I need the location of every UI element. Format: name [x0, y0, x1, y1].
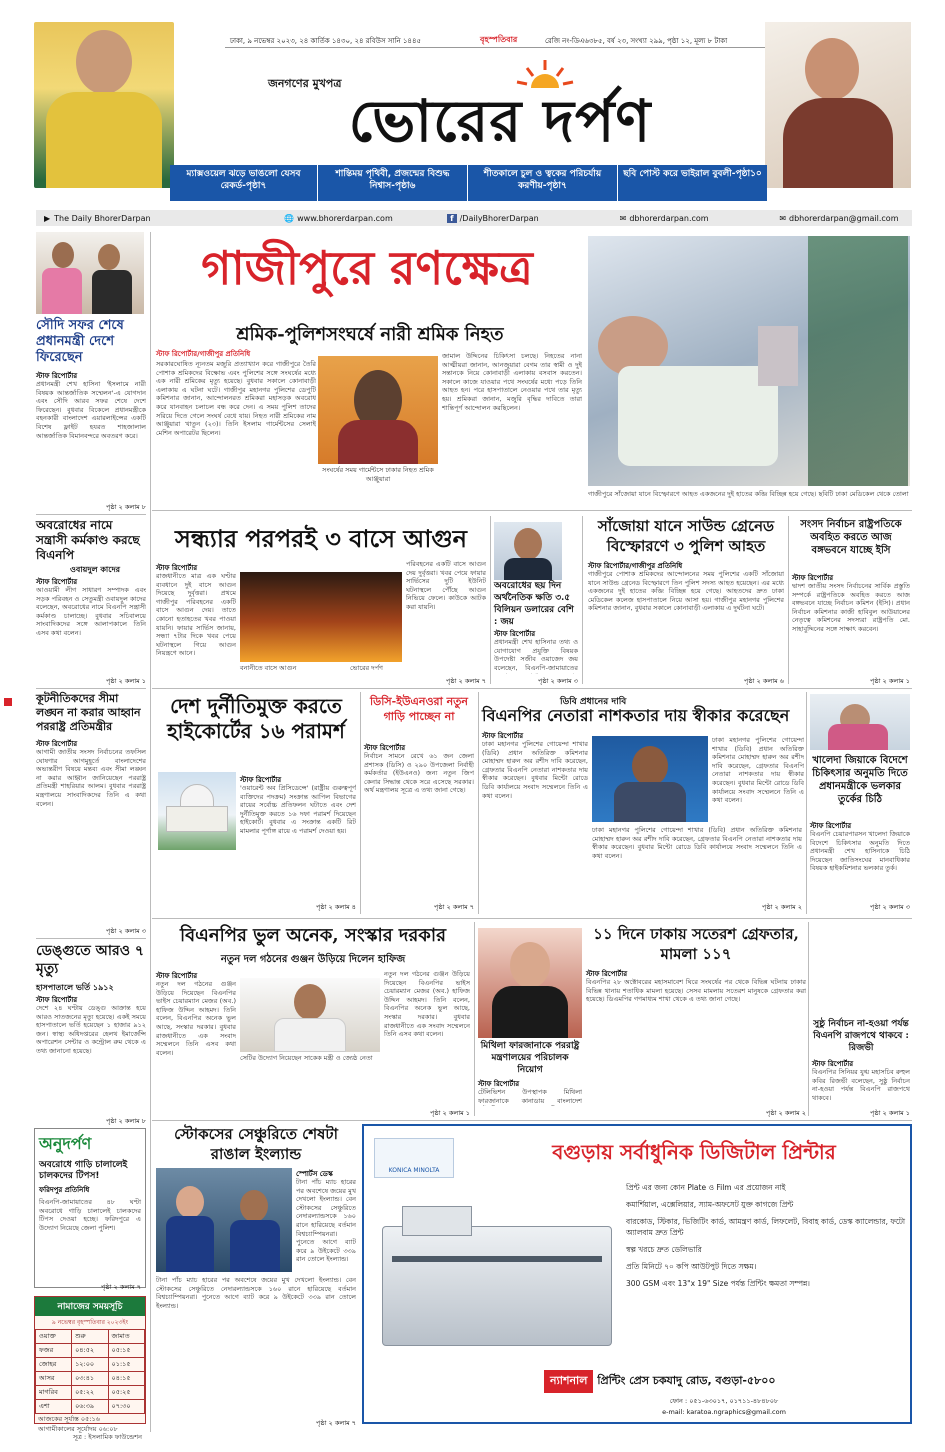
dengue-continued: পৃষ্ঠা ২ কলাম ৮	[105, 1117, 146, 1125]
sunset-time: আজকের সূর্যাস্ত ০৫:১৬	[38, 1415, 100, 1423]
mithila-photo	[478, 928, 582, 1038]
masthead-right-photo	[765, 22, 911, 188]
mail-link-1[interactable]: dbhorerdarpan.com	[629, 213, 709, 223]
fair-continued: পৃষ্ঠা ২ কলাম ১	[869, 1109, 910, 1117]
bus-body: রাজধানীতে মাত্র এক ঘণ্টার ব্যবধানে দুই বাসে আগুন দিয়েছে দুর্বৃত্তরা। প্রথমে গাজীপুর পরিবহনের একটি বাসে আগুন দেয়। তাতে কোনো হতাহতের খবর পাওয়া যায়নি। ফায়ার সার্ভিস জানায়, সন্ধ্যা ৭টার দিকে খবর পেয়ে ঘটনাস্থলে গিয়ে আগুন নিয়ন্ত্রণে আনে।	[156, 572, 236, 658]
prayer-header: শুরু	[72, 1330, 108, 1344]
ad-footer	[544, 1370, 904, 1392]
mithila-byline: স্টাফ রিপোর্টার	[478, 1080, 520, 1088]
saudi-headline[interactable]: সৌদি সফর শেষে প্রধানমন্ত্রী দেশে ফিরেছেন	[36, 318, 124, 365]
prayer-cell: ০৩:৪১	[72, 1372, 108, 1386]
prayer-cell: এশা	[36, 1400, 72, 1414]
anudarpan-byline: ফরিদপুর প্রতিনিধি	[39, 1186, 90, 1194]
prayer-cell: ১২:০০	[72, 1358, 108, 1372]
saudi-photo	[36, 232, 144, 314]
fair-headline[interactable]: সুষ্ঠু নির্বাচন না-হওয়া পর্যন্ত বিএনপি রাজপথে থাকবে : রিজভী	[813, 1019, 909, 1053]
saudi-byline: স্টাফ রিপোর্টার	[36, 372, 78, 380]
saudi-body: প্রধানমন্ত্রী শেখ হাসিনা 'ইসলামে নারী বিষয়ক আন্তর্জাতিক সম্মেলন'-এ যোগদান এবং সৌদি আরব সফর শেষে দেশে ফিরেছেন। বুধবার বিকেলে প্রধানমন্ত্রীকে বহনকারী বাংলাদেশ এয়ারলাইন্সের একটি বিশেষ ফ্লাইট হযরত শাহজালাল আন্তর্জাতিক বিমানবন্দরে অবতরণ করে।	[36, 380, 146, 440]
teaser-strip	[170, 165, 767, 201]
hafiz-photo-caption: সেটির উদ্যোগ নিয়েছেন সাকেক মন্ত্রী ও জ্যেষ্ঠ নেতা	[240, 1054, 373, 1062]
prayer-header: ওয়াক্ত	[36, 1330, 72, 1344]
prayer-table	[35, 1329, 145, 1414]
bus-byline: স্টাফ রিপোর্টার	[156, 564, 198, 572]
registration-line: রেজি নং-ডিএ৬৩৮৫, বর্ষ ২৩, সংখ্যা ২৯৯, পৃষ্ঠা ১২, মূল্য ৮ টাকা	[545, 37, 728, 45]
khaleda-byline: স্টাফ রিপোর্টার	[810, 822, 852, 830]
brand-label: The Daily BhorerDarpan	[54, 213, 151, 223]
dc-continued: পৃষ্ঠা ২ কলাম ৭	[433, 903, 474, 911]
tagline: জনগণের মুখপত্র	[268, 77, 342, 90]
ec-headline[interactable]: সংসদ নির্বাচন রাষ্ট্রপতিকে অবহিত করতে আজ বঙ্গভবনে যাচ্ছে ইসি	[800, 519, 902, 556]
bnp-continued: পৃষ্ঠা ২ কলাম ১	[429, 1109, 470, 1117]
website-link[interactable]: www.bhorerdarpan.com	[297, 213, 393, 223]
prayer-cell: ০৭:৩০	[108, 1400, 144, 1414]
awami-subhead: ওবায়দুল কাদের	[70, 565, 121, 574]
email-icon: ✉	[779, 213, 787, 223]
ad-title: বগুড়ায় সর্বাধুনিক ডিজিটাল প্রিন্টার	[552, 1140, 836, 1164]
sunrise-time: আগামীকালের সূর্যোদয় ০৬:০৮	[38, 1424, 118, 1433]
cricket-headline[interactable]: স্টোকসের সেঞ্চুরিতে শেষটা রাঙাল ইংল্যান্ড	[174, 1125, 338, 1163]
arrest-headline[interactable]: ১১ দিনে ঢাকায় সতেরশ গ্রেফতার, মামলা ১১৭	[593, 925, 799, 963]
anudarpan-title: অনুদর্পণ	[39, 1134, 92, 1153]
lead-body-2: জামাল উদ্দিনের চিকিৎসা চলছে। নিহতের নানা আত্মীয়রা জানান, আনজুয়ারা বেগম তার স্বামী ও দুই সন্তানকে নিয়ে কোনাবাড়ী এলাকায় বসবাস করতেন। সকালে কাজে যাওয়ার পথে সংঘর্ষের মধ্যে পড়ে তিনি আহত হন। পরে হাসপাতালে নেওয়ার পথে তার মৃত্যু হয়। শ্রমিকরা জানান, মজুরি বৃদ্ধির দাবিতে তারা শান্তিপূর্ণ আন্দোলন করছিলেন।	[442, 352, 582, 412]
khaleda-photo	[810, 694, 910, 750]
prayer-title: নামাজের সময়সূচি	[35, 1297, 145, 1316]
newspaper-name: ভোরের দর্পণ	[348, 87, 652, 155]
injured-photo-caption: গাজীপুরে সাঁজোয়া যানে বিস্ফোরণে আহত একজনের দুই হাতের কব্জি বিচ্ছিন্ন হয়ে গেছে। ছবিটি ঢাকা মেডিকেল থেকে তোলা	[588, 490, 909, 498]
prayer-cell: ০৪:৫২	[72, 1344, 108, 1358]
economy-headline[interactable]: অবরোধের ছয় দিন অর্থনৈতিক ক্ষতি ৩.৫ বিলিয়ন ডলারের বেশি : জয়	[494, 581, 574, 627]
bnp-headline[interactable]: বিএনপির ভুল অনেক, সংস্কার দরকার	[180, 925, 446, 946]
bus-fire-photo	[240, 572, 402, 662]
lead-subhead: শ্রমিক-পুলিশসংঘর্ষে নারী শ্রমিক নিহত	[236, 324, 504, 345]
ad-bullets	[626, 1182, 906, 1295]
ec-byline: স্টাফ রিপোর্টার	[792, 574, 834, 582]
globe-icon: 🌐	[284, 213, 295, 223]
bus-headline[interactable]: সন্ধ্যার পরপরই ৩ বাসে আগুন	[175, 524, 467, 553]
prayer-cell: মাগরিব	[36, 1386, 72, 1400]
diplomat-continued: পৃষ্ঠা ২ কলাম ৩	[105, 927, 146, 935]
bus-fire-credit: ভোরের দর্পণ	[350, 664, 383, 672]
cricket-body: টানা পাঁচ ম্যাচ হারের পর অবশেষে জয়ের মুখ দেখলো ইংল্যান্ড। বেন স্টোকসের সেঞ্চুরিতে নেদারল্যান্ডসকে ১৬০ রানে হারিয়েছে বর্তমান বিশ্বচ্যাম্পিয়নরা। পুনেতে আগে ব্যাট করে ৯ উইকেটে ৩৩৯ রান তোলে ইংল্যান্ড।	[296, 1178, 356, 1264]
ad-bullet: বারকোড, স্টিকার, ভিজিটিং কার্ড, আমন্ত্রণ কার্ড, লিফলেট, বিবাহ কার্ড, ডেস্ক ক্যালেন্ডার, ফটো অ্যালবাম দ্রুত প্রিন্ট	[626, 1217, 906, 1237]
printer-ad[interactable]	[362, 1124, 912, 1424]
facebook-link[interactable]: /DailyBhorerDarpan	[459, 213, 539, 223]
dengue-body: দেশে ২৪ ঘণ্টায় ডেঙ্গু আক্রান্ত হয়ে আরও সাতজনের মৃত্যু হয়েছে। একই সময়ে হাসপাতালে ভর্তি হয়েছেন ১ হাজার ৯১২ জন। স্বাস্থ্য অধিদপ্তরের হেলথ ইমার্জেন্সি অপারেশন সেন্টার ও কন্ট্রোল রুম থেকে এ তথ্য জানানো হয়েছে।	[36, 1004, 146, 1055]
prayer-cell: ০৫:২৫	[108, 1386, 144, 1400]
bus-body-2: পরিবহনের একটি বাসে আগুন দেয় দুর্বৃত্তরা। খবর পেয়ে ফায়ার সার্ভিসের দুটি ইউনিট ঘটনাস্থলে পৌঁছে আগুন নিভিয়ে ফেলে। কাউকে আটক করা যায়নি।	[406, 560, 486, 611]
joy-photo	[494, 522, 562, 580]
dateline: ঢাকা, ৯ নভেম্বর ২০২৩, ২৪ কার্তিক ১৪৩০, ২৪ রবিউস সানি ১৪৪৫	[230, 37, 422, 45]
economy-continued: পৃষ্ঠা ২ কলাম ৩	[537, 677, 578, 685]
db-kicker: ডিবি প্রধানের দাবি	[560, 697, 627, 707]
konica-logo: KONICA MINOLTA	[374, 1138, 454, 1178]
db-body-3: ঢাকা মহানগর পুলিশের গোয়েন্দা শাখার (ডিবি) প্রধান অতিরিক্ত কমিশনার মোহাম্মদ হারুন অর রশীদ দাবি করেছেন, গ্রেফতার বিএনপি নেতারা নাশকতার দায় স্বীকার করেছেন। বুধবার মিন্টো রোডে ডিবি কার্যালয়ে সংবাদ সম্মেলনে তিনি এ কথা বলেন।	[712, 736, 804, 805]
bnp-body-2: নতুন দল গঠনের গুঞ্জন উড়িয়ে দিয়েছেন বিএনপির ভাইস চেয়ারম্যান মেজর (অব.) হাফিজ উদ্দিন আহমদ। তিনি বলেন, বিএনপির অনেক ভুল আছে, সংস্কার দরকার। বুধবার রাজধানীতে এক সংবাদ সম্মেলনে তিনি এসব কথা বলেন।	[384, 970, 470, 1039]
masthead-left-photo	[34, 22, 174, 188]
ad-bullet: কমার্শিয়াল, এক্সেলিয়ার, স্যাম-অফসেট যুক্ত কাগজে প্রিন্ট	[626, 1200, 794, 1209]
prayer-cell: ০৬:৩৯	[72, 1400, 108, 1414]
khaleda-continued: পৃষ্ঠা ২ কলাম ৩	[869, 903, 910, 911]
db-body: ঢাকা মহানগর পুলিশের গোয়েন্দা শাখার (ডিবি) প্রধান অতিরিক্ত কমিশনার মোহাম্মদ হারুন অর রশীদ দাবি করেছেন, গ্রেফতার বিএনপি নেতারা নাশকতার দায় স্বীকার করেছেন। বুধবার মিন্টো রোডে ডিবি কার্যালয়ে সংবাদ সম্মেলনে তিনি এ কথা বলেন।	[482, 740, 588, 800]
dc-body: নির্বাচন সামনে রেখে ৬১ জন জেলা প্রশাসক (ডিসি) ও ২৯০ উপজেলা নির্বাহী কর্মকর্তার (ইউএনও) জন্য নতুন জিপ কেনার সিদ্ধান্ত থেকে সরে এসেছে সরকার। অর্থ মন্ত্রণালয় সূত্রে এ তথ্য জানা গেছে।	[364, 752, 474, 795]
db-body-2: ঢাকা মহানগর পুলিশের গোয়েন্দা শাখার (ডিবি) প্রধান অতিরিক্ত কমিশনার মোহাম্মদ হারুন অর রশীদ দাবি করেছেন, গ্রেফতার বিএনপি নেতারা নাশকতার দায় স্বীকার করেছেন। বুধবার মিন্টো রোডে ডিবি কার্যালয়ে সংবাদ সম্মেলনে তিনি এ কথা বলেন।	[592, 826, 802, 860]
lead-headline[interactable]: গাজীপুরে রণক্ষেত্র	[201, 241, 533, 295]
fair-byline: স্টাফ রিপোর্টার	[812, 1060, 854, 1068]
mithila-caption[interactable]: মিথিলা ফারজানাকে পররাষ্ট্র মন্ত্রণালয়ের পরিচালক নিয়োগ	[480, 1041, 580, 1075]
stokes-photo	[156, 1168, 292, 1272]
victim-photo	[318, 356, 438, 464]
bnp-subhead: নতুন দল গঠনের গুঞ্জন উড়িয়ে দিলেন হাফিজ	[220, 954, 406, 965]
khaleda-headline[interactable]: খালেদা জিয়াকে বিদেশে চিকিৎসার অনুমতি দিতে প্রধানমন্ত্রীকে ভলকার তুর্কের চিঠি	[812, 755, 908, 805]
play-icon: ▶	[44, 213, 51, 223]
hafiz-photo	[240, 978, 380, 1052]
economy-byline: স্টাফ রিপোর্টার	[494, 630, 536, 638]
arrest-continued: পৃষ্ঠা ২ কলাম ২	[765, 1109, 806, 1117]
prayer-cell: ০৫:২২	[72, 1386, 108, 1400]
hc-headline[interactable]: দেশ দুর্নীতিমুক্ত করতে হাইকোর্টের ১৬ পরামর্শ	[167, 694, 345, 743]
anudarpan-body: বিএনপি-জামায়াতের ৪৮ ঘণ্টা অবরোধে গাড়ি চালালেই চালকদের টিপস দেওয়া হচ্ছে। ফরিদপুরে এ উদ্যোগ নিয়েছে জেলা পুলিশ।	[39, 1198, 141, 1232]
margin-marker	[4, 698, 12, 706]
sun-logo-icon	[515, 58, 575, 88]
arrest-body: বিএনপির ২৮ অক্টোবরের মহাসমাবেশ ঘিরে সংঘর্ষের পর থেকে বিভিন্ন ঘটনায় ঢাকার বিভিন্ন থানায় শতাধিক মামলা হয়েছে। সেসব মামলায় সতেরশ মানুষকে গ্রেফতার করা হয়েছে। ডিএমপির গণমাধ্যম শাখা থেকে এ তথ্য জানা গেছে।	[586, 978, 806, 1004]
prayer-date: ৯ নভেম্বর বৃহস্পতিবার ২০২৩ইং	[51, 1319, 129, 1326]
ad-bullet: 300 GSM এবং 13"x 19" Size পর্যন্ত প্রিন্টিং ক্ষমতা সম্পন্ন।	[626, 1279, 810, 1288]
teaser-2[interactable]: শান্তিময় পৃথিবী, প্রজন্মের বিশুদ্ধ নিশ্বাস-পৃষ্ঠা৬	[318, 165, 468, 201]
khaleda-body: বিএনপি চেয়ারপারসন খালেদা জিয়াকে বিদেশে চিকিৎসার অনুমতি দিতে প্রধানমন্ত্রী শেখ হাসিনাকে চিঠি দিয়েছেন জাতিসংঘের মানবাধিকার বিষয়ক হাইকমিশনার ভলকার তুর্ক।	[810, 830, 910, 873]
contact-bar	[36, 210, 912, 226]
diplomat-body: আগামী জাতীয় সংসদ নির্বাচনের তফসিল ঘোষণার আগমুহূর্তে বাংলাদেশের অভ্যন্তরীণ বিষয়ে মন্তব্য এবং সীমা লঙ্ঘন না করার আহ্বান জানিয়েছেন পররাষ্ট্র প্রতিমন্ত্রী শাহরিয়ার আলম। বুধবার পররাষ্ট্র মন্ত্রণালয়ে সাংবাদিকদের তিনি এ কথা বলেন।	[36, 748, 146, 808]
high-court-photo	[158, 772, 236, 850]
press-name: ন্যাশনাল	[544, 1370, 593, 1393]
db-headline[interactable]: বিএনপির নেতারা নাশকতার দায় স্বীকার করেছেন	[482, 706, 790, 725]
mail-link-2[interactable]: dbhorerdarpan@gmail.com	[789, 213, 899, 223]
cricket-byline: স্পোর্টস ডেস্ক	[296, 1170, 333, 1178]
ec-continued: পৃষ্ঠা ২ কলাম ১	[869, 677, 910, 685]
lead-body: সরকারঘোষিত ন্যূনতম মজুরি প্রত্যাখ্যান করে গাজীপুরে তৈরি পোশাক শ্রমিকদের বিক্ষোভ এবং পুলিশের সঙ্গে সংঘর্ষের মধ্যে এক নারী শ্রমিকের মৃত্যু হয়েছে। বুধবার সকালে কোনাবাড়ী এলাকায় এ ঘটনা ঘটে। গাজীপুর মহানগর পুলিশের ডেপুটি কমিশনার জানান, আন্দোলনরত শ্রমিকরা মহাসড়ক অবরোধ করে যানবাহন চলাচল বন্ধ করে দেন। এ সময় পুলিশ তাদের সরিয়ে দিতে গেলে সংঘর্ষ বেধে যায়। নিহত নারী শ্রমিকের নাম আঞ্জুয়ারা খাতুন (২৩)। তিনি ইসলাম গার্মেন্টসের সেলাই মেশিন অপারেটর ছিলেন।	[156, 360, 316, 437]
dengue-byline: স্টাফ রিপোর্টার	[36, 996, 78, 1004]
fair-body: বিএনপির সিনিয়র যুগ্ম মহাসচিব রুহুল কবির রিজভী বলেছেন, সুষ্ঠু নির্বাচন না-হওয়া পর্যন্ত বিএনপি রাজপথে থাকবে।	[812, 1068, 910, 1102]
injured-police-photo	[588, 236, 910, 486]
ad-bullet: স্বল্প খরচে দ্রুত ডেলিভারি	[626, 1245, 702, 1254]
anudarpan-box	[34, 1128, 146, 1291]
prayer-cell: ০৪:১৫	[108, 1372, 144, 1386]
db-continued: পৃষ্ঠা ২ কলাম ২	[761, 903, 802, 911]
hc-byline: স্টাফ রিপোর্টার	[240, 776, 282, 784]
db-byline: স্টাফ রিপোর্টার	[482, 732, 524, 740]
anudarpan-headline[interactable]: অবরোধে গাড়ি চালালেই চালকদের টিপস!	[39, 1160, 128, 1181]
bus-fire-caption: বনানীতে বাসে আগুন	[240, 664, 297, 672]
hc-body: 'ওয়ারেন্ট অব প্রিসিডেন্সে' (রাষ্ট্রীয় গুরুত্বপূর্ণ ব্যক্তিদের পদক্রম) সংক্রান্ত আপিল বিভাগের রায়ের সর্বোচ্চ প্রতিফলন ঘটাতে এবং দেশ দুর্নীতিমুক্ত করতে ১৬ দফা পরামর্শ দিয়েছেন হাইকোর্ট। বুধবার এ সংক্রান্ত একটি রিট মামলার পূর্ণাঙ্গ রায়ে এ পরামর্শ দেওয়া হয়।	[240, 784, 356, 835]
weekday-badge: বৃহস্পতিবার	[480, 35, 518, 44]
press-rest: প্রিন্টিং প্রেস চকযাদু রোড, বগুড়া-৫৮০০	[597, 1373, 776, 1387]
prayer-source: সূত্র : ইসলামিক ফাউন্ডেশন	[72, 1433, 142, 1441]
anudarpan-continued: পৃষ্ঠা ২ কলাম ৭	[100, 1283, 141, 1291]
masthead	[0, 0, 945, 210]
lead-byline: স্টাফ রিপোর্টার/গাজীপুর প্রতিনিধি	[156, 350, 251, 358]
grenade-byline: স্টাফ রিপোর্টার/গাজীপুর প্রতিনিধি	[588, 562, 683, 570]
ad-email: e-mail: karatoa.ngraphics@gmail.com	[662, 1408, 786, 1416]
prayer-header: জামাত	[108, 1330, 144, 1344]
victim-photo-caption: সংঘর্ষের সময় গার্মেন্টসে ঢাকার নিহত শ্রমিক আঞ্জুয়ারা	[322, 466, 434, 483]
diplomat-byline: স্টাফ রিপোর্টার	[36, 740, 78, 748]
diplomat-headline[interactable]: কূটনীতিকদের সীমা লঙ্ঘন না করার আহ্বান পররাষ্ট্র প্রতিমন্ত্রীর	[36, 692, 141, 733]
awami-headline[interactable]: অবরোধের নামে সন্ত্রাসী কর্মকাণ্ড করছে বিএনপি	[36, 518, 140, 562]
awami-body: আওয়ামী লীগ সাধারণ সম্পাদক এবং সড়ক পরিবহন ও সেতুমন্ত্রী ওবায়দুল কাদের বলেছেন, অবরোধের নামে বিএনপি সন্ত্রাসী কর্মকাণ্ড চালাচ্ছে। বুধবার সচিবালয়ে সাংবাদিকদের সঙ্গে আলাপকালে তিনি এসব কথা বলেন।	[36, 586, 146, 637]
harun-photo	[592, 736, 708, 822]
mail-icon: ✉	[619, 213, 627, 223]
dengue-headline[interactable]: ডেঙ্গুতে আরও ৭ মৃত্যু	[36, 943, 144, 977]
prayer-cell: জোহর	[36, 1358, 72, 1372]
prayer-cell: আসর	[36, 1372, 72, 1386]
ad-phone: ফোন : ০৫১-৬৩০১৭, ০১৭১১-৪৮৪৮০৮	[669, 1397, 779, 1405]
grenade-body: গাজীপুরে পোশাক শ্রমিকদের আন্দোলনের সময় পুলিশের একটি সাঁজোয়া যানে সাউন্ড গ্রেনেড বিস্ফোরণে তিন পুলিশ সদস্য আহত হয়েছেন। এর মধ্যে একজনের দুই হাতের কব্জি বিচ্ছিন্ন হয়ে গেছে। আহতদের দ্রুত ঢাকা মেডিকেল কলেজ হাসপাতালে নিয়ে আসা হয়। গাজীপুর মহানগর পুলিশের কমিশনার জানান, বুধবার সকালে কোনাবাড়ী এলাকায় এ দুর্ঘটনা ঘটে।	[588, 570, 784, 613]
dc-headline[interactable]: ডিসি-ইউএনওরা নতুন গাড়ি পাচ্ছেন না	[370, 695, 468, 723]
teaser-3[interactable]: শীতকালে চুল ও ত্বকের পরিচর্যায় করণীয়-পৃষ্ঠা৭	[468, 165, 618, 201]
dengue-subhead: হাসপাতালে ভর্তি ১৯১২	[36, 983, 114, 992]
ad-bullet: প্রিন্ট এর জন্য কোন Plate ও Film এর প্রয়োজন নাই	[626, 1183, 786, 1192]
awami-continued: পৃষ্ঠা ২ কলাম ১	[105, 677, 146, 685]
bnp-body: নতুন দল গঠনের গুঞ্জন উড়িয়ে দিয়েছেন বিএনপির ভাইস চেয়ারম্যান মেজর (অব.) হাফিজ উদ্দিন আহমদ। তিনি বলেন, বিএনপির অনেক ভুল আছে, সংস্কার দরকার। বুধবার রাজধানীতে এক সংবাদ সম্মেলনে তিনি এসব কথা বলেন।	[156, 980, 236, 1057]
ec-body: দ্বাদশ জাতীয় সংসদ নির্বাচনের সার্বিক প্রস্তুতি সম্পর্কে রাষ্ট্রপতিকে অবহিত করতে আজ বঙ্গভবনে যাচ্ছে নির্বাচন কমিশন (ইসি)। প্রধান নির্বাচন কমিশনার কাজী হাবিবুল আউয়ালের নেতৃত্বে কমিশনের সদস্যরা রাষ্ট্রপতি মো. সাহাবুদ্দিনের সঙ্গে সাক্ষাৎ করবেন।	[792, 582, 910, 633]
arrest-byline: স্টাফ রিপোর্টার	[586, 970, 628, 978]
teaser-1[interactable]: ম্যাক্সওয়েল ঝড়ে ভাঙলো যেসব রেকর্ড-পৃষ্ঠা৭	[170, 165, 318, 201]
cricket-continued: পৃষ্ঠা ২ কলাম ৭	[315, 1419, 356, 1427]
awami-byline: স্টাফ রিপোর্টার	[36, 578, 78, 586]
grenade-continued: পৃষ্ঠা ২ কলাম ৬	[743, 677, 784, 685]
prayer-box	[34, 1296, 146, 1441]
hc-continued: পৃষ্ঠা ২ কলাম ৪	[315, 903, 356, 911]
economy-body: প্রধানমন্ত্রী শেখ হাসিনার তথ্য ও যোগাযোগ প্রযুক্তি বিষয়ক উপদেষ্টা সজীব ওয়াজেদ জয় বলেছেন, বিএনপি-জামায়াতের	[494, 638, 578, 672]
grenade-headline[interactable]: সাঁজোয়া যানে সাউন্ড গ্রেনেড বিস্ফোরণে ৩ পুলিশ আহত	[597, 517, 775, 555]
prayer-cell: ০৫:১৫	[108, 1344, 144, 1358]
cricket-body-2: টানা পাঁচ ম্যাচ হারের পর অবশেষে জয়ের মুখ দেখলো ইংল্যান্ড। বেন স্টোকসের সেঞ্চুরিতে নেদারল্যান্ডসকে ১৬০ রানে হারিয়েছে বর্তমান বিশ্বচ্যাম্পিয়নরা। পুনেতে আগে ব্যাট করে ৯ উইকেটে ৩৩৯ রান তোলে ইংল্যান্ড।	[156, 1276, 356, 1310]
prayer-cell: ০১:১৫	[108, 1358, 144, 1372]
prayer-cell: ফজর	[36, 1344, 72, 1358]
dc-byline: স্টাফ রিপোর্টার	[364, 744, 406, 752]
teaser-4[interactable]: ছবি পোস্ট করে ভাইরাল বুবলী-পৃষ্ঠা১০	[623, 169, 762, 179]
printer-image	[372, 1186, 622, 1356]
ad-bullet: প্রতি মিনিটে ৭০ কপি আউটপুট দিতে সক্ষম।	[626, 1262, 757, 1271]
bnp-byline: স্টাফ রিপোর্টার	[156, 972, 198, 980]
facebook-icon: f	[447, 214, 456, 223]
mithila-body: টেলিভিশন উপস্থাপক মিথিলা ফারজানাকে কানাডায় বাংলাদেশ	[478, 1088, 582, 1105]
saudi-continued: পৃষ্ঠা ২ কলাম ৮	[105, 503, 146, 511]
bus-continued: পৃষ্ঠা ২ কলাম ৭	[445, 677, 486, 685]
